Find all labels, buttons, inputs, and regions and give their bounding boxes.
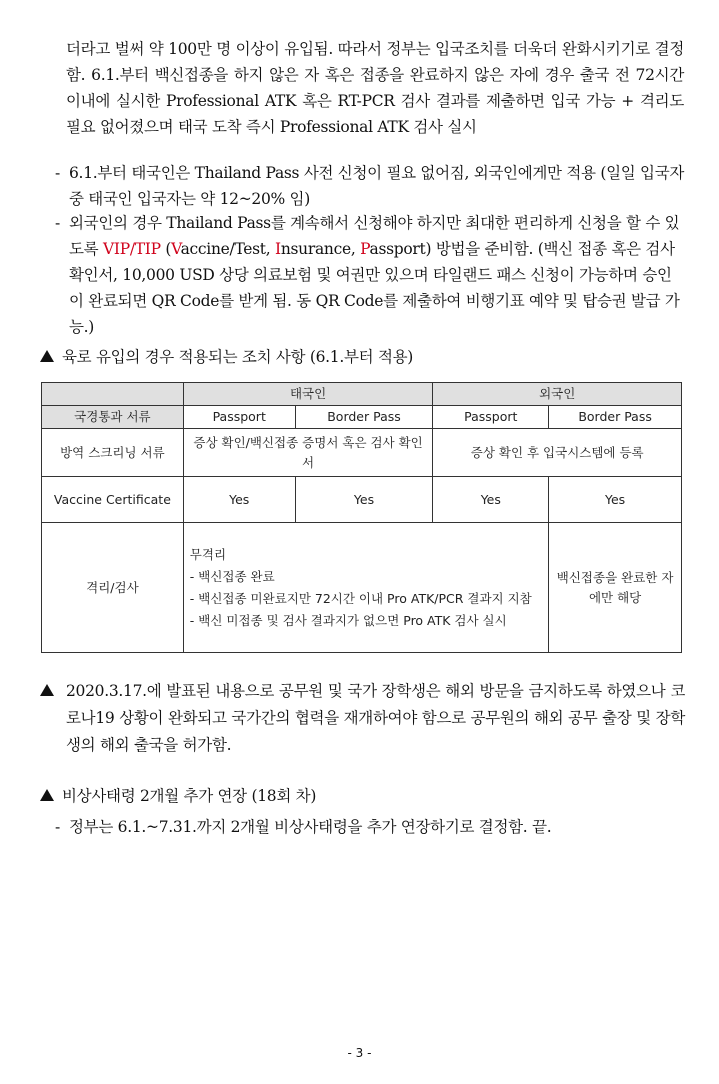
heading-text: 비상사태령 2개월 추가 연장 (18회 차): [62, 787, 317, 805]
bullet-thai-pass-thai-nationals: [55, 160, 685, 212]
bullet-dash: -: [55, 818, 60, 836]
table-row: [42, 523, 682, 653]
table-cell: Yes: [549, 477, 682, 523]
text-run: (: [160, 240, 172, 258]
land-entry-measures-table: [41, 382, 682, 653]
quarantine-list: [188, 540, 544, 636]
vip-tip-highlight: VIP/TIP: [102, 240, 161, 258]
bullet-text: 정부는 6.1.~7.31.까지 2개월 비상사태령을 추가 연장하기로 결정함. 끝.: [69, 818, 552, 836]
paragraph-officials-travel: [40, 678, 685, 759]
table-cell-quarantine-thai: [183, 523, 548, 653]
intro-paragraph: 더라고 벌써 약 100만 명 이상이 유입됨. 따라서 정부는 입국조치를 더욱더 완화시키기로 결정함. 6.1.부터 백신접종을 하지 않은 자 혹은 접종을 완료하지 않은 자에 경우 출국 전 72시간 이내에 실시한 Professional ATK 혹은 RT-PCR 검사 결과를 제출하면 입국 가능 + 격리도 필요 없어졌으며 태국 도착 즉시 Professional ATK 검사 실시: [66, 40, 684, 136]
triangle-bullet-icon: [40, 350, 54, 362]
bullet-text: [69, 210, 685, 340]
table-row: [42, 477, 682, 523]
bullet-emergency-extension: [55, 814, 685, 840]
text-run: 외국인의 경우 Thailand Pass를 계속해서 신청해야 하지만 최대한 편리하게 신청을 할 수 있도록: [69, 214, 680, 258]
heading-text: 육로 유입의 경우 적용되는 조치 사항 (6.1.부터 적용): [62, 348, 414, 366]
table-cell: Yes: [183, 477, 295, 523]
triangle-bullet-icon: [40, 789, 54, 801]
table-header-blank: [42, 383, 184, 406]
list-item: - 백신접종 미완료지만 72시간 이내 Pro ATK/PCR 결과지 지참: [189, 590, 532, 606]
bullet-dash: -: [55, 214, 60, 232]
table-cell: 백신접종을 완료한 자에만 해당: [549, 523, 682, 653]
table-cell: Passport: [183, 406, 295, 429]
list-item: - 백신접종 완료: [189, 568, 275, 584]
header-thai: 태국인: [183, 383, 433, 406]
page-number: - 3 -: [347, 1046, 372, 1060]
table-cell: Yes: [433, 477, 549, 523]
list-item: 무격리: [189, 546, 227, 562]
table-cell: Yes: [295, 477, 433, 523]
table-header-row: [42, 383, 682, 406]
text-run: accine/Test,: [180, 240, 275, 258]
row-label: 방역 스크리닝 서류: [42, 429, 184, 477]
row-label: Vaccine Certificate: [42, 477, 184, 523]
list-item: - 백신 미접종 및 검사 결과지가 없으면 Pro ATK 검사 실시: [189, 612, 507, 628]
table-cell: 증상 확인/백신접종 증명서 혹은 검사 확인서: [183, 429, 433, 477]
v-highlight: V: [171, 240, 181, 258]
i-highlight: I: [275, 240, 281, 258]
p-highlight: P: [360, 240, 370, 258]
bullet-thai-pass-foreigners: [55, 210, 685, 340]
section-heading-emergency-decree: [40, 784, 316, 808]
section-heading-land-entry: [40, 345, 413, 369]
paragraph-text: 2020.3.17.에 발표된 내용으로 공무원 및 국가 장학생은 해외 방문을 금지하도록 하였으나 코로나19 상황이 완화되고 국가간의 협력을 재개하여야 함으로 공무원의 해외 공무 출장 및 장학생의 해외 출국을 허가함.: [66, 682, 685, 754]
table-row: [42, 429, 682, 477]
text-run: nsurance,: [280, 240, 361, 258]
row-label: 격리/검사: [42, 523, 184, 653]
table-cell: Border Pass: [549, 406, 682, 429]
table-cell: Passport: [433, 406, 549, 429]
header-foreign: 외국인: [433, 383, 682, 406]
text-run: assport) 방법을 준비함. (백신 접종 혹은 검사 확인서, 10,000 USD 상당 의료보험 및 여권만 있으며 타일랜드 패스 신청이 가능하며 승인이 완료되면 QR Code를 받게 됨. 동 QR Code를 제출하여 비행기표 예약 및 탑승권 발급 가능.): [69, 240, 680, 336]
table-cell: 증상 확인 후 입국시스템에 등록: [433, 429, 682, 477]
table-row: [42, 406, 682, 429]
triangle-bullet-icon: [40, 684, 54, 696]
row-label: 국경통과 서류: [42, 406, 184, 429]
bullet-text: 6.1.부터 태국인은 Thailand Pass 사전 신청이 필요 없어짐, 외국인에게만 적용 (일일 입국자 중 태국인 입국자는 약 12~20% 임): [69, 164, 685, 208]
bullet-dash: -: [55, 164, 60, 182]
table-cell: Border Pass: [295, 406, 433, 429]
